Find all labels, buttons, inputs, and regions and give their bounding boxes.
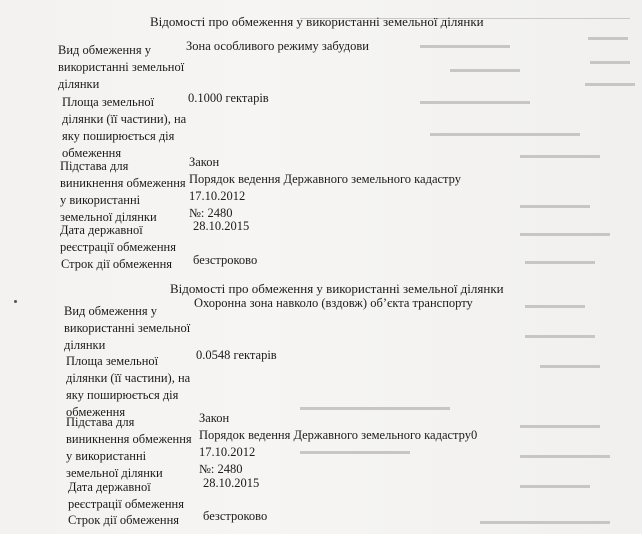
bleed-text: ▬▬▬▬▬▬▬▬▬▬▬ [420, 96, 530, 107]
bleed-text: ▬▬▬▬▬▬ [540, 360, 600, 371]
bleed-text: ▬▬▬▬▬▬▬ [520, 480, 590, 491]
section1-area-value: 0.1000 гектарів [188, 91, 269, 105]
section2-type-label: Вид обмеження у використанні земельної ділянки [64, 304, 191, 352]
section2-date-value: 28.10.2015 [203, 476, 260, 490]
section1-term-value: безстроково [193, 253, 258, 267]
section2-term-value: безстроково [203, 509, 268, 523]
section1-date-value: 28.10.2015 [193, 219, 250, 233]
section1-basis-label: Підстава для виникнення обмеження у використанні земельної ділянки [60, 159, 186, 224]
bleed-text: ▬▬▬▬▬▬▬ [520, 200, 590, 211]
section2-area-value: 0.0548 гектарів [196, 348, 277, 362]
section1-type-value: Зона особливого режиму забудови [186, 39, 369, 53]
section2-term-label: Строк дії обмеження [68, 513, 180, 527]
bleed-text: ▬▬▬▬▬▬▬▬▬ [520, 450, 610, 461]
section2-date-label: Дата державної реєстрації обмеження [68, 480, 184, 511]
bleed-text: ▬▬▬▬▬▬▬▬▬▬▬ [300, 446, 410, 457]
speck [14, 300, 17, 303]
section1-area-label: Площа земельної ділянки (її частини), на яку поширюється дія обмеження [62, 95, 187, 160]
section2-type-value: Охоронна зона навколо (вздовж) об’єкта транспорту [194, 296, 473, 310]
section1-term-label: Строк дії обмеження [61, 257, 173, 271]
bleed-text: ▬▬▬▬▬▬▬▬▬▬▬▬▬ [480, 516, 610, 527]
bleed-text: ▬▬▬▬▬▬▬ [525, 256, 595, 267]
section2-title: Відомості про обмеження у використанні земельної ділянки [170, 281, 504, 296]
section1-title: Відомості про обмеження у використанні земельної ділянки [150, 14, 484, 29]
bleed-text: ▬▬▬▬▬▬▬▬▬ [420, 40, 510, 51]
bleed-text: ▬▬▬▬▬▬▬ [450, 64, 520, 75]
section2-basis-value: Закон Порядок ведення Державного земельного кадастру0 17.10.2012 №: 2480 [199, 411, 478, 476]
bleed-text: ▬▬▬▬ [588, 32, 628, 43]
bleed-text: ▬▬▬▬▬▬▬ [525, 330, 595, 341]
bleed-text: ▬▬▬▬▬▬ [525, 300, 585, 311]
bleed-text: ▬▬▬▬▬▬▬▬ [520, 420, 600, 431]
section2-basis-label: Підстава для виникнення обмеження у використанні земельної ділянки [66, 415, 192, 480]
section1-date-label: Дата державної реєстрації обмеження [60, 223, 176, 254]
bleed-text: ▬▬▬▬▬▬▬▬▬▬▬▬▬▬▬ [300, 402, 450, 413]
section1-type-label: Вид обмеження у використанні земельної ділянки [58, 43, 185, 91]
bleed-text: ▬▬▬▬▬ [585, 78, 635, 89]
section1-basis-value: Закон Порядок ведення Державного земельного кадастру 17.10.2012 №: 2480 [189, 155, 462, 220]
bleed-text: ▬▬▬▬ [590, 56, 630, 67]
section2-area-label: Площа земельної ділянки (її частини), на яку поширюється дія обмеження [66, 354, 191, 419]
bleed-text: ▬▬▬▬▬▬▬▬▬▬▬▬▬▬▬ [430, 128, 580, 139]
bleed-text: ▬▬▬▬▬▬▬▬▬ [520, 228, 610, 239]
bleed-text: ▬▬▬▬▬▬▬▬ [520, 150, 600, 161]
